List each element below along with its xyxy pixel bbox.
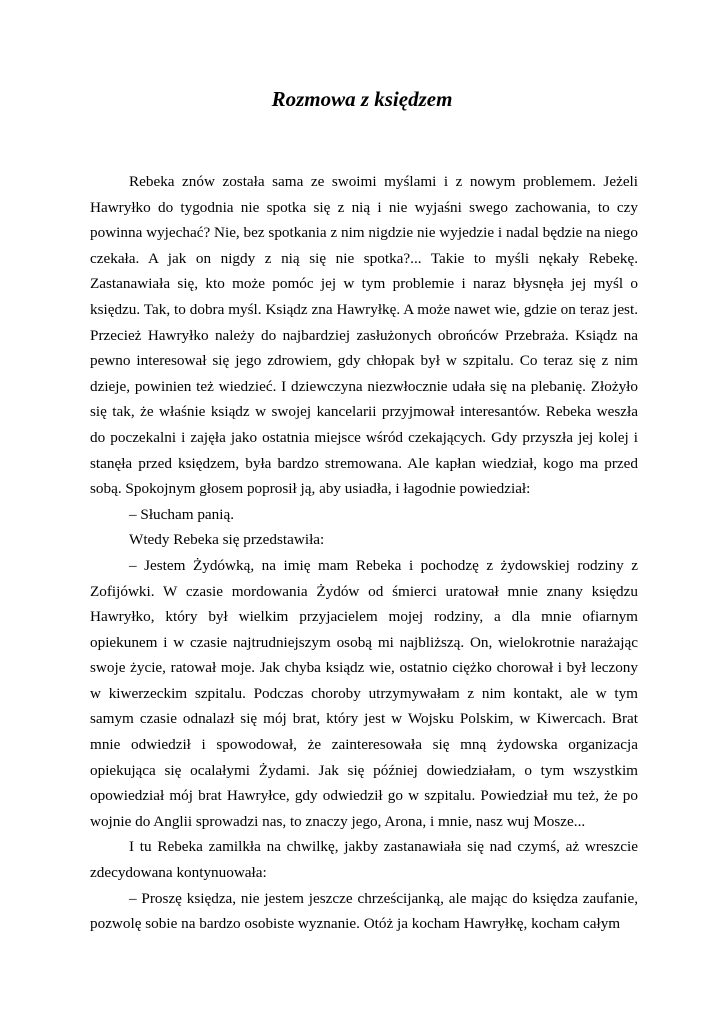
paragraph: I tu Rebeka zamilkła na chwilkę, jakby zastanawiała się nad czymś, aż wreszcie zdecydowana kontynuowała: (90, 838, 638, 882)
chapter-body (90, 169, 638, 937)
paragraph: Wtedy Rebeka się przedstawiła: (129, 531, 325, 549)
paragraph: – Słucham panią. (129, 505, 235, 523)
chapter-title: Rozmowa z księdzem (271, 87, 453, 111)
paragraph: – Jestem Żydówką, na imię mam Rebeka i pochodzę z żydowskiej rodziny z Zofijówki. W czasie mordowania Żydów od śmierci uratował mnie znany księdzu Hawryłko, który był wielkim przyjacielem mojej rodziny, a dla mnie ofiarnym opiekunem i w czasie najtrudniejszym osobą mi najbliższą. On, wielokrotnie narażając swoje życie, ratował moje. Jak chyba ksiądz wie, ostatnio ciężko chorował i był leczony w kiwerzeckim szpitalu. Podczas choroby utrzymywałam z nim kontakt, ale w tym samym czasie odnalazł się mój brat, który jest w Wojsku Polskim, w Kiwercach. Brat mnie odwiedził i spowodował, że zainteresowała się mną żydowska organizacja opiekująca się ocalałymi Żydami. Jak się później dowiedziałam, o tym wszystkim opowiedział mój brat Hawryłce, gdy odwiedził go w szpitalu. Powiedział mu też, że po wojnie do Anglii sprowadzi nas, to znaczy jego, Arona, i mnie, nasz wuj Mosze... (90, 556, 638, 830)
paragraph: – Proszę księdza, nie jestem jeszcze chrześcijanką, ale mając do księdza zaufanie, pozwolę sobie na bardzo osobiste wyznanie. Otóż ja kocham Hawryłkę, kocham całym (90, 889, 638, 933)
paragraph: Rebeka znów została sama ze swoimi myślami i z nowym problemem. Jeżeli Hawryłko do tygodnia nie spotka się z nią i nie wyjaśni swego zachowania, to czy powinna wyjechać? Nie, bez spotkania z nim nigdzie nie wyjedzie i nadal będzie na niego czekała. A jak on nigdy z nią się nie spotka?... Takie to myśli nękały Rebekę. Zastanawiała się, kto może pomóc jej w tym problemie i naraz błysnęła jej myśl o księdzu. Tak, to dobra myśl. Ksiądz zna Hawryłkę. A może nawet wie, gdzie on teraz jest. Przecież Hawryłko należy do najbardziej zasłużonych obrońców Przebraża. Ksiądz na pewno interesował się jego zdrowiem, gdy chłopak był w szpitalu. Co teraz się z nim dzieje, powinien też wiedzieć. I dziewczyna niezwłocznie udała się na plebanię. Złożyło się tak, że właśnie ksiądz w swojej kancelarii przyjmował interesantów. Rebeka weszła do poczekalni i zajęła jako ostatnia miejsce wśród czekających. Gdy przyszła jej kolej i stanęła przed księdzem, była bardzo stremowana. Ale kapłan wiedział, kogo ma przed sobą. Spokojnym głosem poprosił ją, aby usiadła, i łagodnie powiedział: (90, 173, 638, 498)
